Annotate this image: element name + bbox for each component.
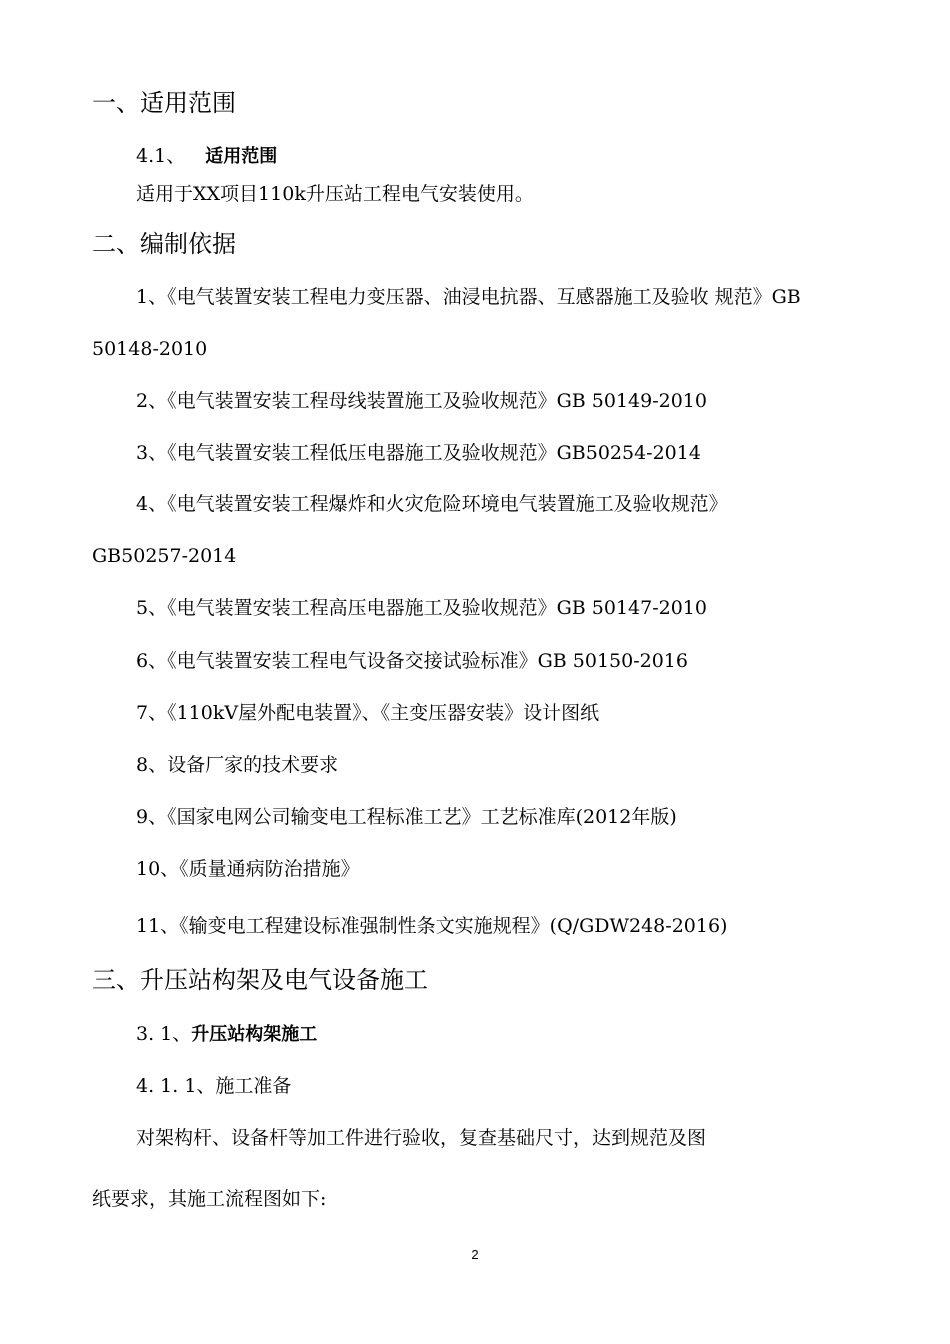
section-heading-3: 三、升压站构架及电气设备施工	[92, 966, 428, 994]
reference-item: 3、《电气装置安装工程低压电器施工及验收规范》GB50254-2014	[136, 442, 701, 464]
reference-item: 1、《电气装置安装工程电力变压器、油浸电抗器、互感器施工及验收 规范》GB	[136, 286, 801, 308]
reference-item: 2、《电气装置安装工程母线装置施工及验收规范》GB 50149-2010	[136, 390, 707, 412]
subsection-title: 升压站构架施工	[191, 1024, 318, 1045]
reference-item-continuation: GB50257-2014	[92, 545, 237, 567]
body-paragraph-line: 对架构杆、设备杆等加工件进行验收，复查基础尺寸，达到规范及图	[136, 1127, 707, 1149]
reference-item: 11、《输变电工程建设标准强制性条文实施规程》(Q/GDW248-2016)	[136, 915, 728, 937]
subsection-number: 3. 1、	[136, 1023, 192, 1045]
subsection-heading-4-1	[136, 144, 277, 169]
reference-item: 5、《电气装置安装工程高压电器施工及验收规范》GB 50147-2010	[136, 597, 707, 619]
reference-item-continuation: 50148-2010	[92, 338, 208, 360]
subsubsection-heading: 4. 1. 1、施工准备	[136, 1075, 292, 1097]
section-heading-2: 二、编制依据	[92, 230, 236, 258]
reference-item: 10、《质量通病防治措施》	[136, 858, 360, 880]
scope-paragraph: 适用于XX项目110k升压站工程电气安装使用。	[136, 183, 534, 205]
reference-item: 8、设备厂家的技术要求	[136, 754, 339, 776]
reference-item: 9、《国家电网公司输变电工程标准工艺》工艺标准库(2012年版)	[136, 806, 677, 828]
reference-item: 6、《电气装置安装工程电气设备交接试验标准》GB 50150-2016	[136, 650, 688, 672]
subsection-title: 适用范围	[205, 146, 278, 167]
section-heading-1: 一、适用范围	[92, 89, 236, 117]
subsection-heading-3-1	[136, 1022, 317, 1047]
reference-item: 7、《110kV屋外配电装置》、《主变压器安装》设计图纸	[136, 702, 600, 724]
page-number: 2	[471, 1247, 479, 1262]
subsection-number: 4.1、	[136, 145, 186, 167]
body-paragraph-line: 纸要求，其施工流程图如下:	[92, 1188, 327, 1210]
reference-item: 4、《电气装置安装工程爆炸和火灾危险环境电气装置施工及验收规范》	[136, 493, 728, 515]
